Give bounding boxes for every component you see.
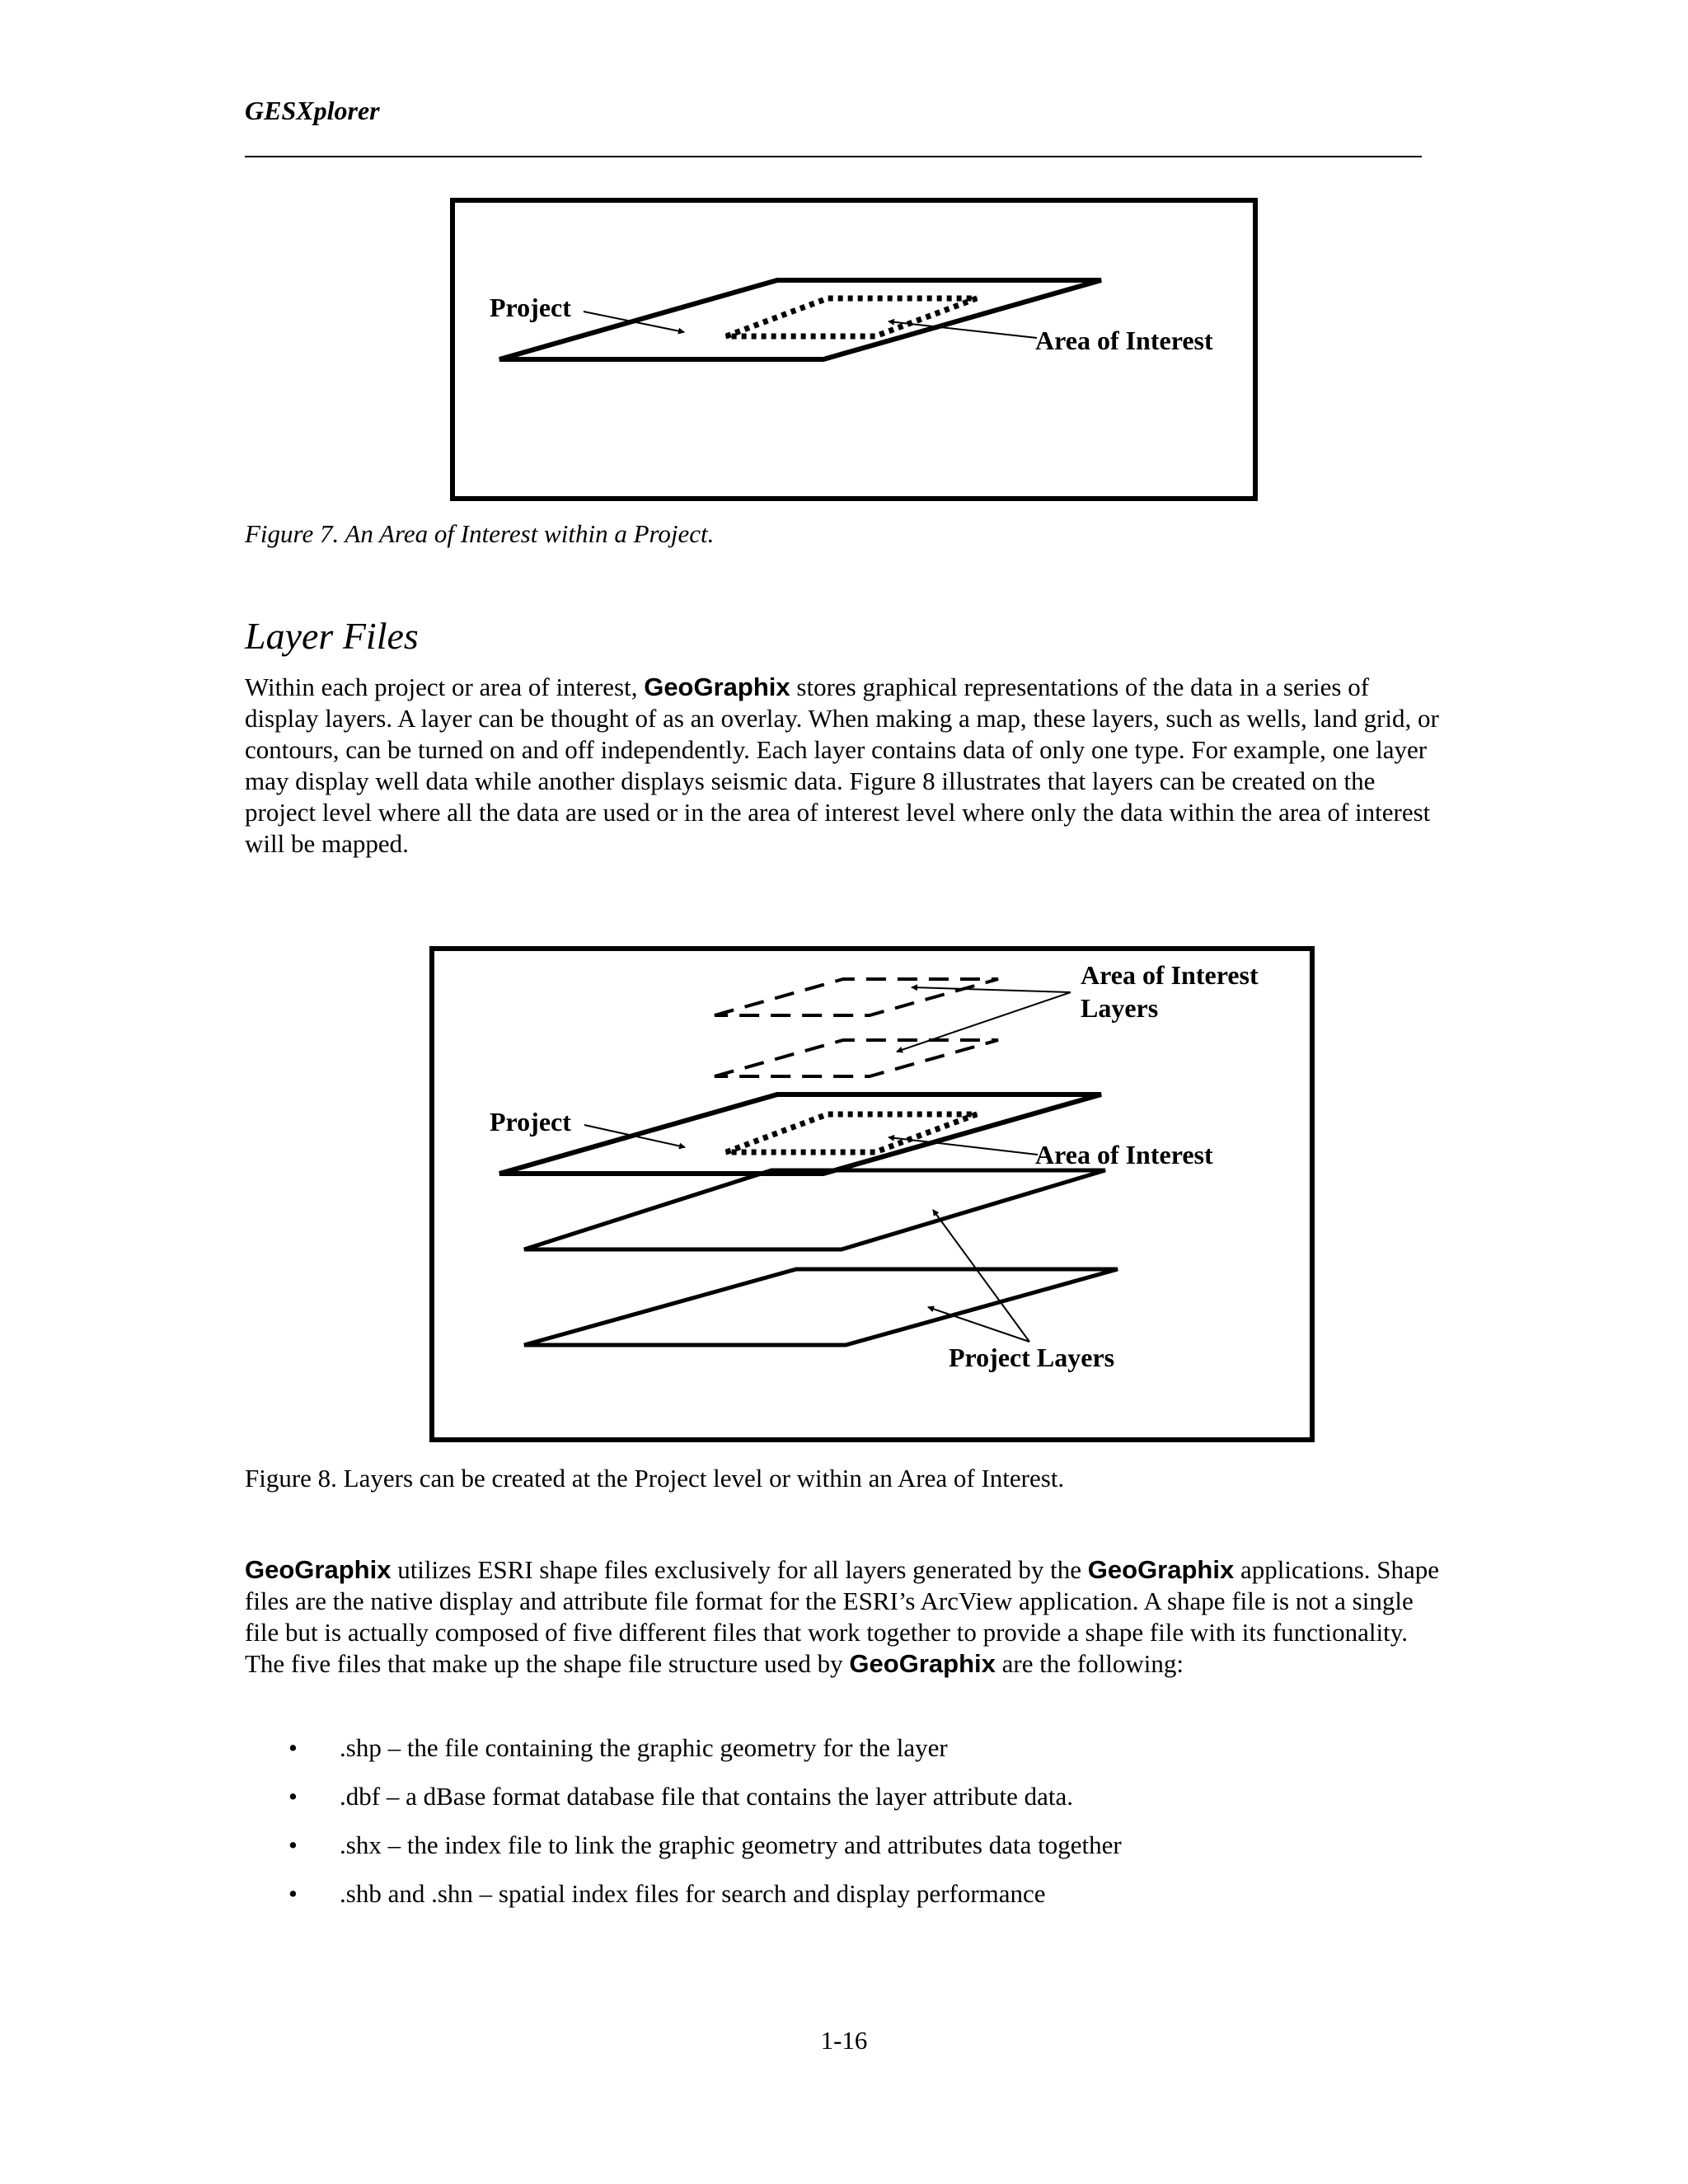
brand-geographix: GeoGraphix: [849, 1649, 996, 1678]
project-layer-1: [524, 1170, 1105, 1249]
project-layer-2: [524, 1269, 1118, 1345]
aoi-layers-label-line1: Area of Interest: [1081, 960, 1259, 990]
bullet-item-shp: [288, 1732, 948, 1764]
project-layers-label: Project Layers: [949, 1343, 1115, 1372]
brand-geographix: GeoGraphix: [644, 673, 790, 701]
project-plane: [499, 1094, 1101, 1174]
figure-8-frame: [432, 949, 1312, 1440]
project-label: Project: [490, 1107, 571, 1137]
bullet-item-shb-shn: [288, 1878, 1046, 1910]
aoi-layers-label-line2: Layers: [1081, 993, 1159, 1023]
aoi-layers-arrow-1: [912, 987, 1071, 992]
bullet-text: .shx – the index file to link the graphic geometry and attributes data together: [340, 1830, 1122, 1859]
section-heading: Layer Files: [245, 615, 419, 657]
bullet-text: .shb and .shn – spatial index files for search and display performance: [340, 1879, 1046, 1908]
bullet-icon: •: [288, 1879, 298, 1908]
body-paragraph-2: [245, 1554, 1448, 1680]
para2-text-c: are the following:: [995, 1649, 1184, 1678]
bullet-item-dbf: [288, 1781, 1073, 1812]
bullet-icon: •: [288, 1733, 298, 1762]
aoi-layer-bottom: [715, 1040, 998, 1076]
brand-geographix: GeoGraphix: [1087, 1555, 1235, 1584]
project-layers-arrow-1: [933, 1210, 1029, 1342]
project-layers-arrow-2: [928, 1307, 1029, 1342]
figure-7: [450, 198, 1258, 503]
bullet-item-shx: [288, 1830, 1122, 1861]
project-label: Project: [490, 293, 571, 322]
header-rule: [245, 156, 1422, 157]
bullet-icon: •: [288, 1782, 298, 1811]
para1-text-a: Within each project or area of interest,: [245, 673, 645, 701]
page-number: 1-16: [820, 2026, 868, 2055]
running-header: GESXplorer: [245, 96, 380, 125]
area-of-interest-label: Area of Interest: [1035, 1140, 1213, 1169]
figure-7-caption: Figure 7. An Area of Interest within a Project.: [245, 519, 715, 548]
project-plane: [499, 280, 1101, 359]
bullet-text: .dbf – a dBase format database file that contains the layer attribute data.: [340, 1782, 1074, 1811]
para1-text-b: stores graphical representations of the data in a series of display layers. A layer can be thought of as an overlay. When making a map, these layers, such as wells, land grid, or contours, can be turned on and off independently. Each layer contains data of only one type. For example, one layer may display well data while another displays seismic data. Figure 8 illustrates that layers can be created on the project level where all the data are used or in the area of interest level where only the data within the area of interest will be mapped.: [245, 673, 1439, 858]
aoi-layers-arrow-2: [897, 992, 1071, 1052]
para2-text-a: utilizes ESRI shape files exclusively for all layers generated by the: [391, 1555, 1088, 1584]
bullet-icon: •: [288, 1830, 298, 1859]
bullet-text: .shp – the file containing the graphic geometry for the layer: [340, 1733, 948, 1762]
para2-text-b: applications. Shape files are the native display and attribute file format for the ESRI’s ArcView application. A shape file is not a single file but is actually composed of five different files that work together to provide a shape file with its functionality. The five files that make up the shape file structure used by: [245, 1555, 1440, 1678]
area-of-interest-arrow: [889, 1137, 1038, 1155]
figure-8: [429, 946, 1320, 1449]
aoi-layer-top: [715, 979, 998, 1015]
area-of-interest-region: [726, 298, 977, 336]
body-paragraph-1: [245, 672, 1448, 860]
figure-8-caption: Figure 8. Layers can be created at the Project level or within an Area of Interest.: [245, 1464, 1065, 1493]
area-of-interest-label: Area of Interest: [1035, 326, 1213, 355]
area-of-interest-region: [726, 1114, 977, 1152]
brand-geographix: GeoGraphix: [245, 1555, 392, 1584]
